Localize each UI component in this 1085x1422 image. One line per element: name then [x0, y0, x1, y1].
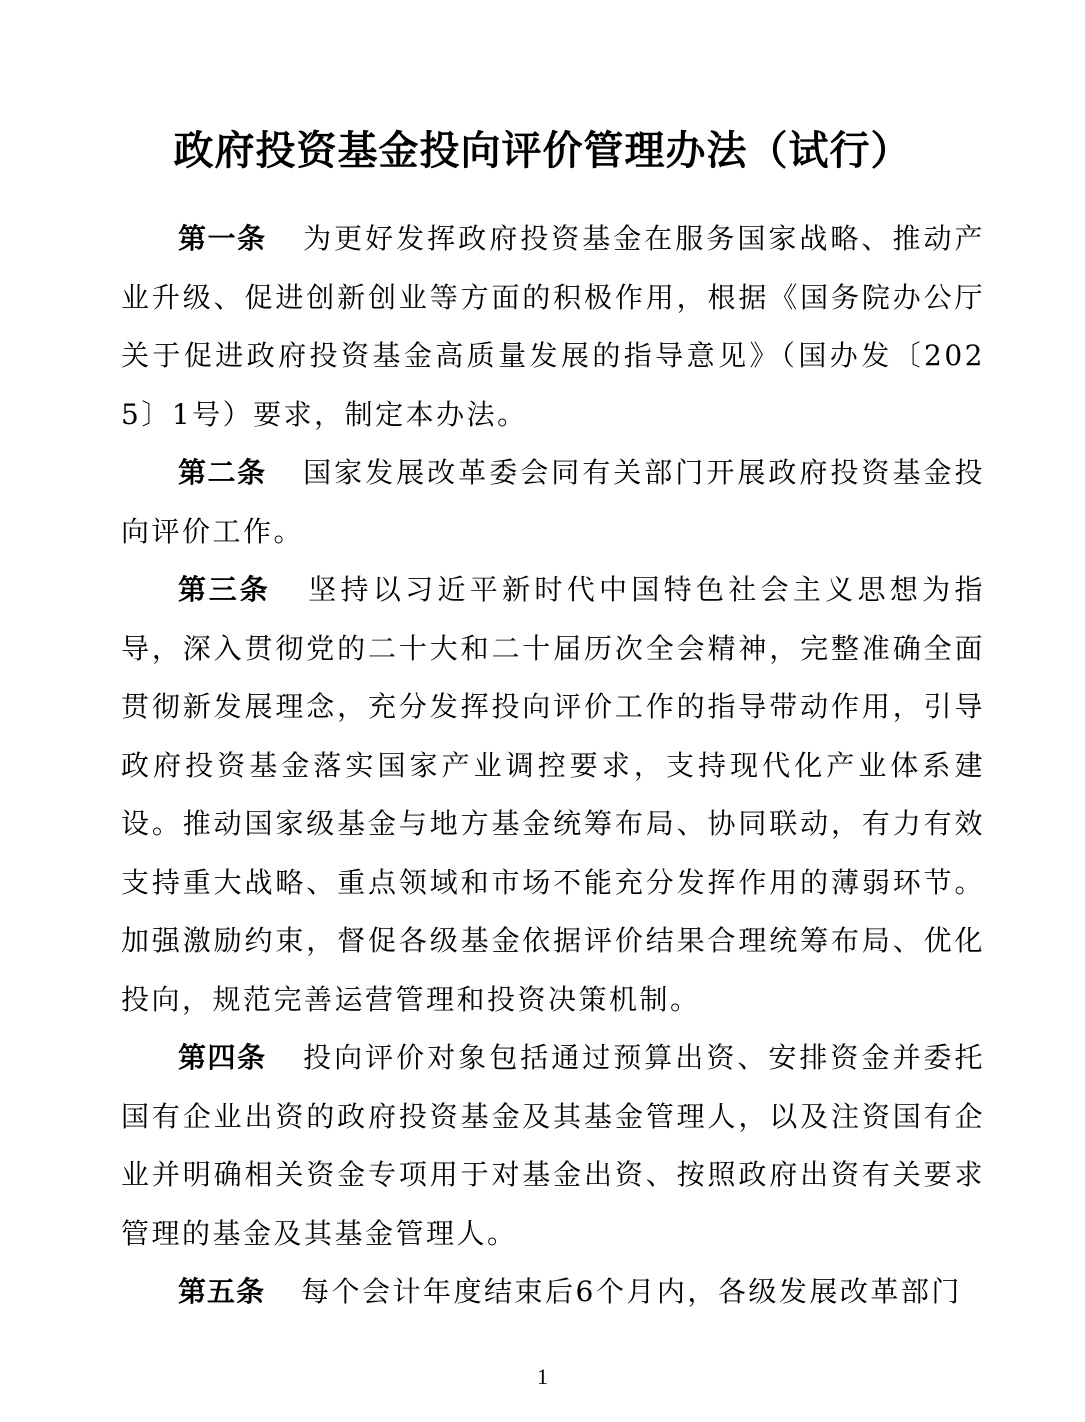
article-4 — [121, 1029, 985, 1263]
article-text: 国家发展改革委会同有关部门开展政府投资基金投向评价工作。 — [121, 456, 985, 548]
document-body — [121, 210, 985, 1322]
article-text: 投向评价对象包括通过预算出资、安排资金并委托国有企业出资的政府投资基金及其基金管理人，以及注资国有企业并明确相关资金专项用于对基金出资、按照政府出资有关要求管理的基金及其基金管理人。 — [121, 1041, 985, 1250]
article-number: 第三条 — [178, 573, 271, 606]
document-title: 政府投资基金投向评价管理办法（试行） — [173, 126, 912, 174]
article-number: 第四条 — [178, 1041, 267, 1074]
article-number: 第一条 — [178, 222, 267, 255]
article-2 — [121, 444, 985, 561]
article-1 — [121, 210, 985, 444]
article-number: 第五条 — [178, 1275, 266, 1308]
article-number: 第二条 — [178, 456, 267, 489]
article-text: 坚持以习近平新时代中国特色社会主义思想为指导，深入贯彻党的二十大和二十届历次全会精神，完整准确全面贯彻新发展理念，充分发挥投向评价工作的指导带动作用，引导政府投资基金落实国家产业调控要求，支持现代化产业体系建设。推动国家级基金与地方基金统筹布局、协同联动，有力有效支持重大战略、重点领域和市场不能充分发挥作用的薄弱环节。加强激励约束，督促各级基金依据评价结果合理统筹布局、优化投向，规范完善运营管理和投资决策机制。 — [121, 573, 985, 1016]
article-5 — [121, 1263, 985, 1322]
article-text: 每个会计年度结束后6个月内，各级发展改革部门 — [301, 1275, 962, 1308]
article-3 — [121, 561, 985, 1029]
article-text: 为更好发挥政府投资基金在服务国家战略、推动产业升级、促进创新创业等方面的积极作用，根据《国务院办公厅关于促进政府投资基金高质量发展的指导意见》（国办发〔2025〕1号）要求，制定本办法。 — [121, 222, 985, 431]
page-number: 1 — [537, 1364, 548, 1389]
